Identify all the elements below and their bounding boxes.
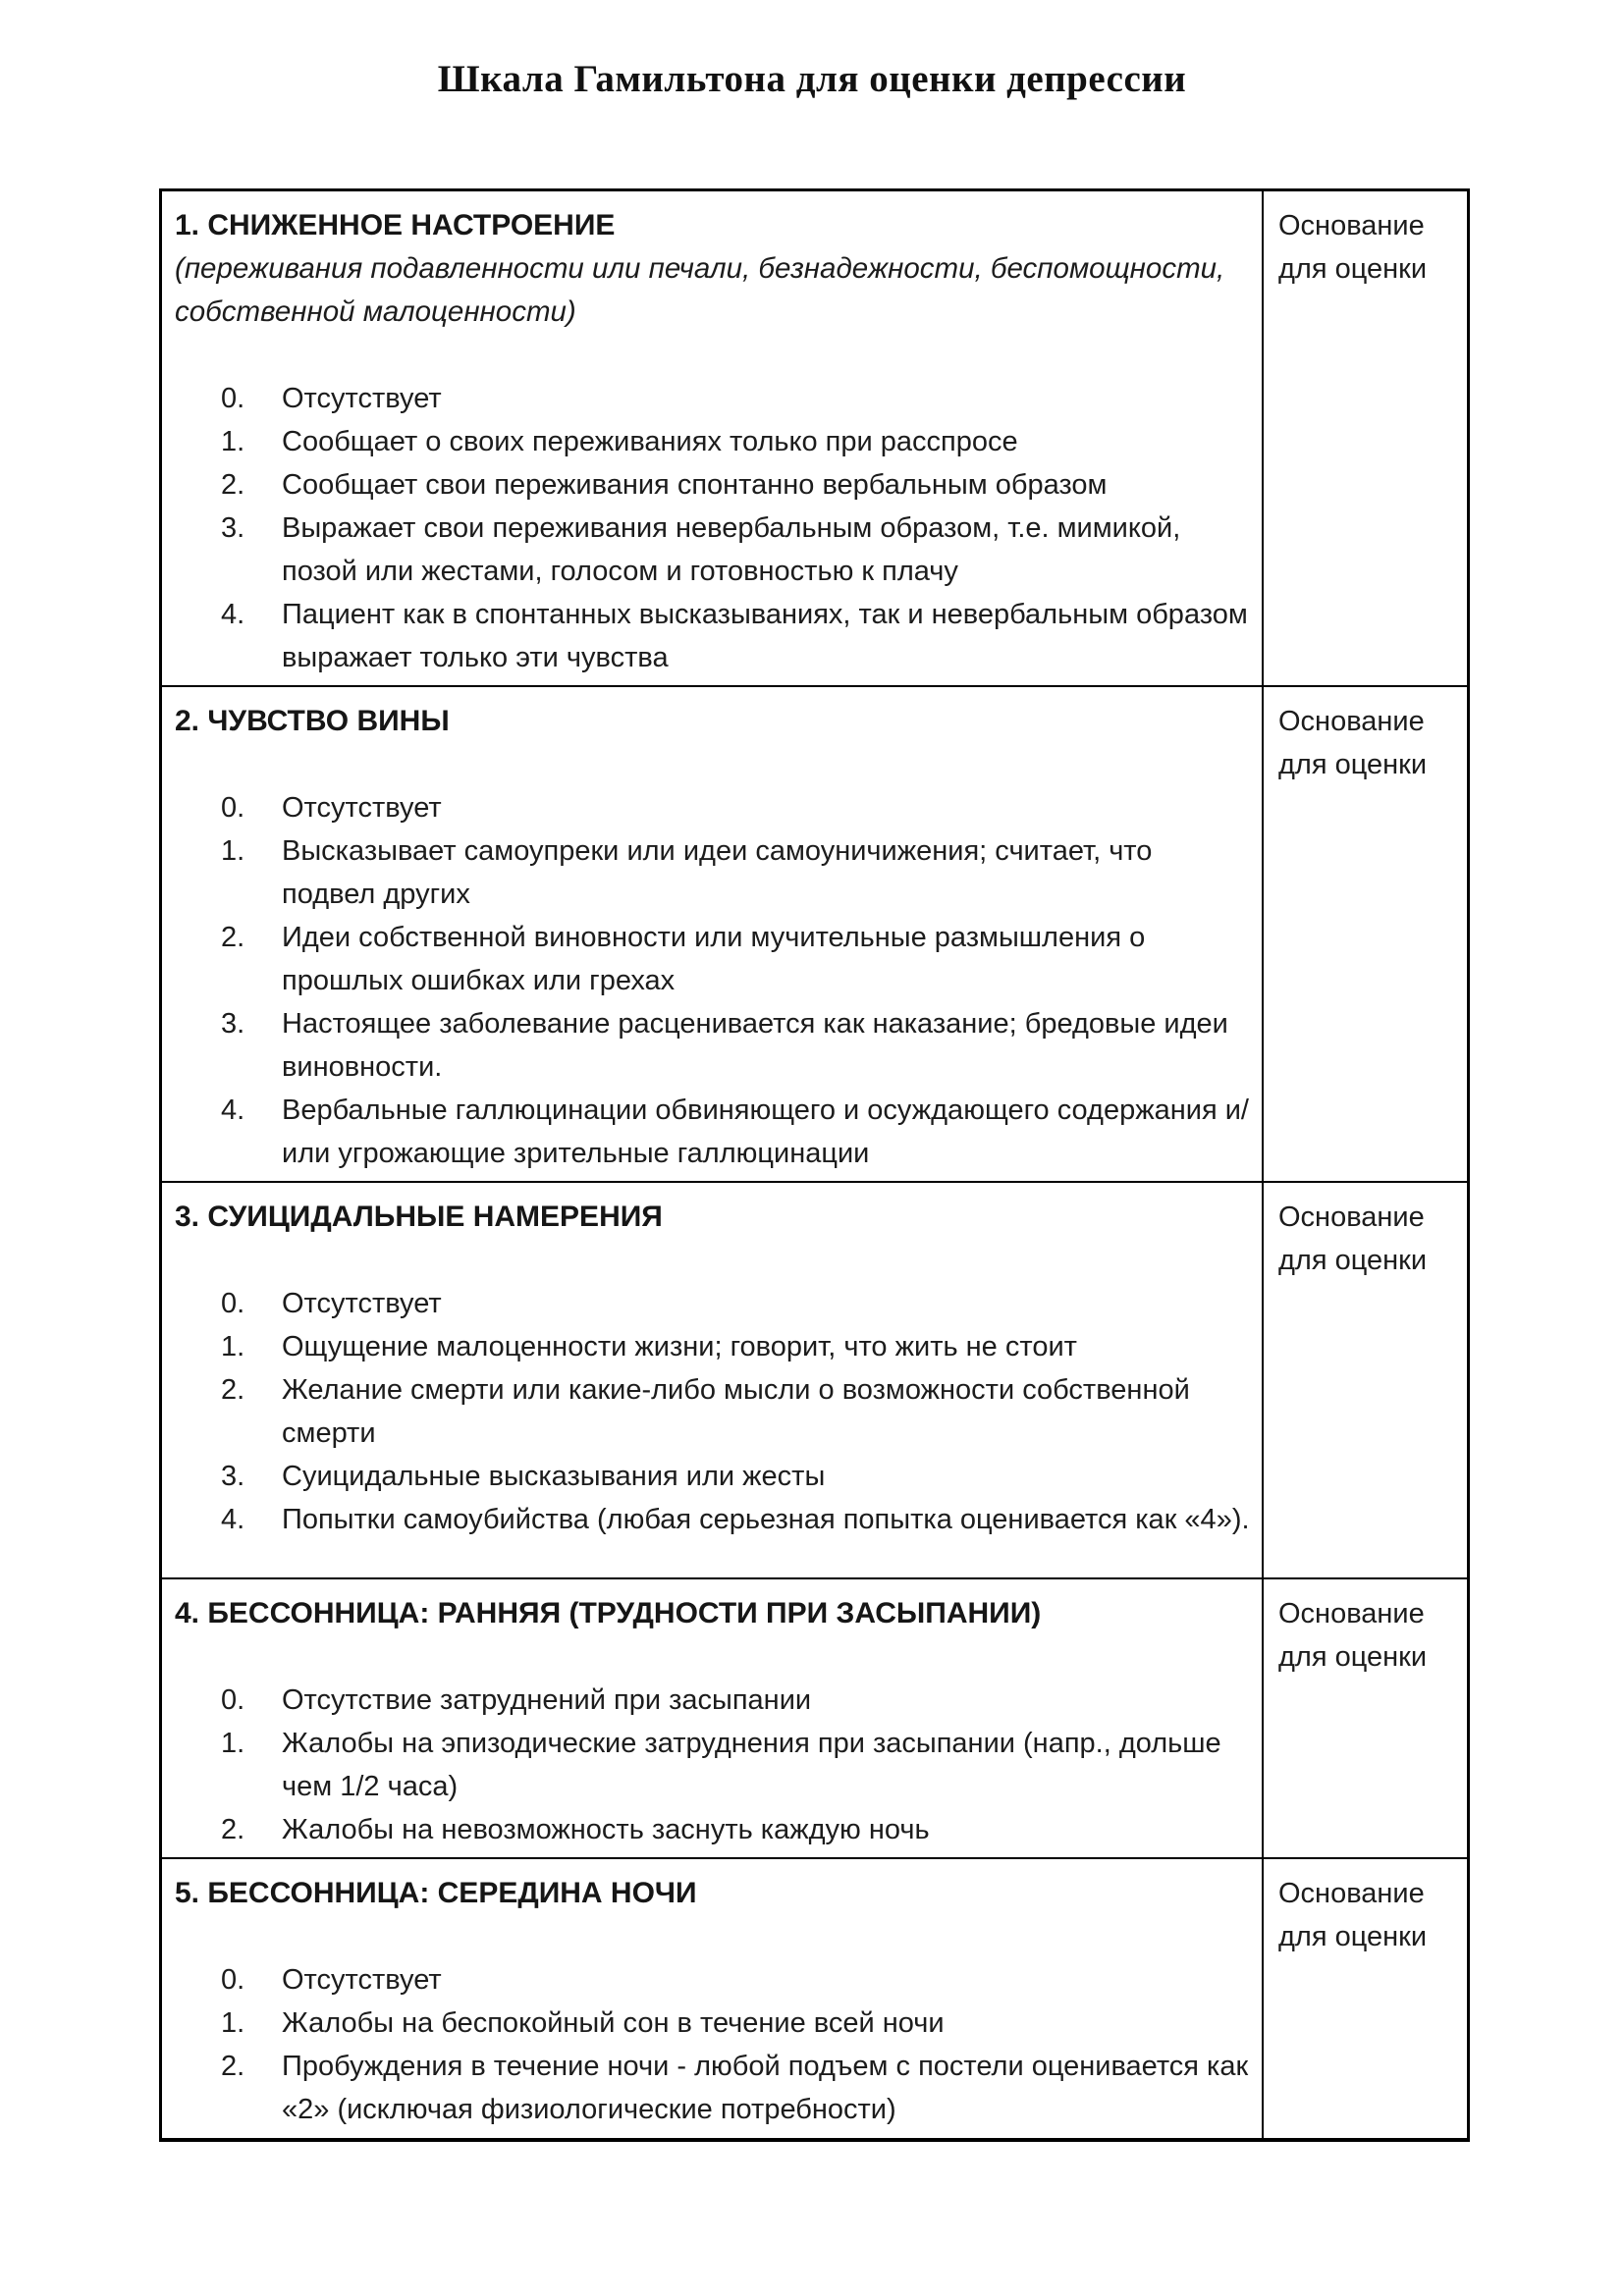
section-heading: 4. БЕССОННИЦА: РАННЯЯ (ТРУДНОСТИ ПРИ ЗАСЫПАНИИ) [175, 1597, 1042, 1629]
list-item [175, 1455, 1252, 1498]
list-item [175, 420, 1252, 463]
item-number: 4. [221, 1095, 245, 1126]
item-text: Выражает свои переживания невербальным образом, т.е. мимикой, позой или жестами, голосом и готовностью к плачу [282, 512, 1181, 587]
item-number: 0. [221, 792, 245, 824]
section-heading: 2. ЧУВСТВО ВИНЫ [175, 705, 450, 737]
item-text: Жалобы на невозможность заснуть каждую ночь [282, 1814, 930, 1845]
rating-basis-label: Основание для оценки [1278, 1878, 1428, 1952]
list-item [175, 377, 1252, 420]
item-number: 2. [221, 2051, 245, 2082]
rating-basis-cell [1262, 1579, 1467, 1857]
item-number: 3. [221, 1008, 245, 1040]
item-text: Жалобы на эпизодические затруднения при засыпании (напр., дольше чем 1/2 часа) [282, 1728, 1221, 1802]
item-number: 2. [221, 1814, 245, 1845]
list-item [175, 1368, 1252, 1455]
list-item [175, 1089, 1252, 1175]
list-item [175, 507, 1252, 593]
section-content-cell [162, 1579, 1262, 1857]
section-row-guilt [162, 685, 1467, 1181]
list-item [175, 916, 1252, 1002]
item-number: 2. [221, 922, 245, 953]
item-number: 0. [221, 1288, 245, 1319]
item-text: Пробуждения в течение ночи - любой подъем с постели оценивается как «2» (исключая физиологические потребности) [282, 2051, 1249, 2125]
item-number: 1. [221, 1331, 245, 1362]
list-item [175, 2045, 1252, 2131]
rating-basis-label: Основание для оценки [1278, 1201, 1428, 1276]
item-text: Идеи собственной виновности или мучительные размышления о прошлых ошибках или грехах [282, 922, 1146, 996]
rating-basis-cell [1262, 1183, 1467, 1577]
item-number: 1. [221, 1728, 245, 1759]
item-text: Ощущение малоценности жизни; говорит, что жить не стоит [282, 1331, 1077, 1362]
item-text: Попытки самоубийства (любая серьезная попытка оценивается как «4»). [282, 1504, 1250, 1535]
item-number: 3. [221, 512, 245, 544]
list-item [175, 1002, 1252, 1089]
section-heading: 3. СУИЦИДАЛЬНЫЕ НАМЕРЕНИЯ [175, 1201, 663, 1233]
item-text: Отсутствует [282, 1964, 442, 1996]
list-item [175, 1679, 1252, 1722]
rating-basis-label: Основание для оценки [1278, 1598, 1428, 1673]
item-number: 0. [221, 1964, 245, 1996]
section-subtitle: (переживания подавленности или печали, безнадежности, беспомощности, собственной малоценности) [175, 252, 1225, 328]
section-row-suicidal-intent [162, 1181, 1467, 1577]
item-text: Вербальные галлюцинации обвиняющего и осуждающего содержания и/или угрожающие зрительные галлюцинации [282, 1095, 1249, 1169]
rating-basis-label: Основание для оценки [1278, 706, 1428, 780]
item-text: Отсутствие затруднений при засыпании [282, 1684, 812, 1716]
list-item [175, 1498, 1252, 1541]
rating-basis-cell [1262, 687, 1467, 1181]
item-list [175, 1282, 1252, 1541]
item-text: Сообщает свои переживания спонтанно вербальным образом [282, 469, 1108, 501]
item-text: Высказывает самоупреки или идеи самоуничижения; считает, что подвел других [282, 835, 1153, 910]
item-list [175, 1679, 1252, 1851]
rating-basis-cell [1262, 1859, 1467, 2138]
section-heading: 1. СНИЖЕННОЕ НАСТРОЕНИЕ [175, 209, 616, 241]
item-number: 2. [221, 1374, 245, 1406]
item-text: Сообщает о своих переживаниях только при расспросе [282, 426, 1018, 457]
list-item [175, 1282, 1252, 1325]
item-text: Желание смерти или какие-либо мысли о возможности собственной смерти [282, 1374, 1190, 1449]
rating-basis-cell [1262, 191, 1467, 685]
item-number: 1. [221, 426, 245, 457]
item-list [175, 377, 1252, 679]
section-content-cell [162, 1183, 1262, 1577]
list-item [175, 1325, 1252, 1368]
list-item [175, 593, 1252, 679]
item-text: Настоящее заболевание расценивается как наказание; бредовые идеи виновности. [282, 1008, 1228, 1083]
section-content-cell [162, 687, 1262, 1181]
list-item [175, 2002, 1252, 2045]
item-number: 4. [221, 1504, 245, 1535]
section-row-depressed-mood [162, 191, 1467, 685]
item-number: 1. [221, 835, 245, 867]
hamilton-scale-table [159, 188, 1470, 2142]
item-text: Отсутствует [282, 792, 442, 824]
item-text: Суицидальные высказывания или жесты [282, 1461, 826, 1492]
list-item [175, 463, 1252, 507]
item-number: 0. [221, 383, 245, 414]
item-number: 0. [221, 1684, 245, 1716]
item-text: Жалобы на беспокойный сон в течение всей ночи [282, 2007, 945, 2039]
section-heading: 5. БЕССОННИЦА: СЕРЕДИНА НОЧИ [175, 1877, 697, 1909]
list-item [175, 1958, 1252, 2002]
section-row-insomnia-middle [162, 1857, 1467, 2138]
item-number: 4. [221, 599, 245, 630]
section-content-cell [162, 191, 1262, 685]
item-list [175, 1958, 1252, 2131]
item-number: 2. [221, 469, 245, 501]
list-item [175, 786, 1252, 829]
list-item [175, 829, 1252, 916]
list-item [175, 1722, 1252, 1808]
item-text: Отсутствует [282, 383, 442, 414]
page-title: Шкала Гамильтона для оценки депрессии [437, 58, 1187, 100]
item-list [175, 786, 1252, 1175]
section-row-insomnia-early [162, 1577, 1467, 1857]
list-item [175, 1808, 1252, 1851]
item-number: 1. [221, 2007, 245, 2039]
item-number: 3. [221, 1461, 245, 1492]
item-text: Пациент как в спонтанных высказываниях, так и невербальным образом выражает только эти чувства [282, 599, 1248, 673]
item-text: Отсутствует [282, 1288, 442, 1319]
rating-basis-label: Основание для оценки [1278, 210, 1428, 285]
section-content-cell [162, 1859, 1262, 2138]
